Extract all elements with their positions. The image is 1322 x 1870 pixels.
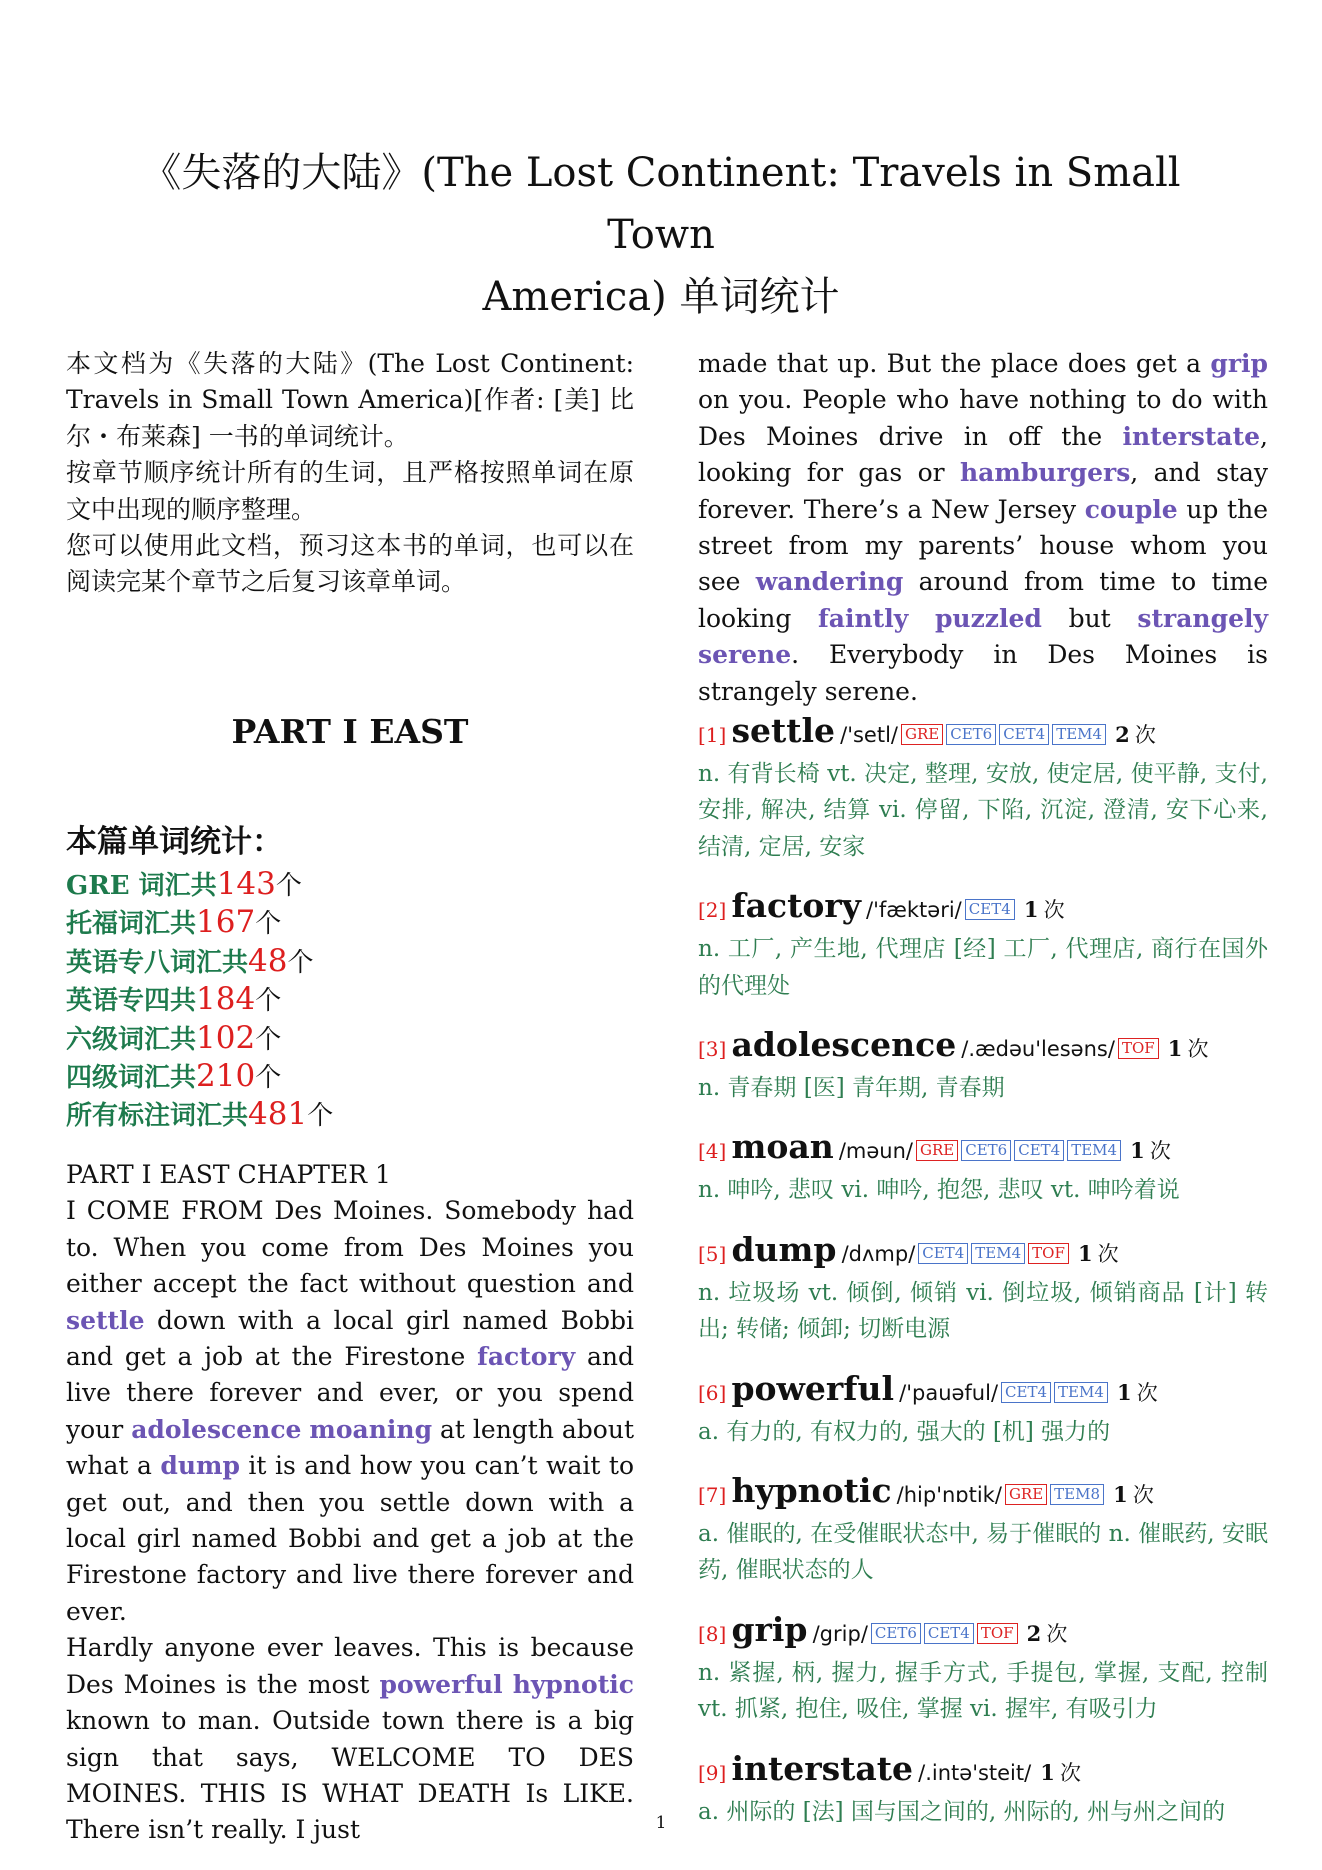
occurrence-count: 2 xyxy=(1115,722,1130,747)
stat-label: GRE 词汇共 xyxy=(66,871,217,901)
stat-unit: 个 xyxy=(275,871,302,901)
entry-header xyxy=(698,712,1268,756)
phonetic: /hip'nɒtik/ xyxy=(896,1483,1002,1508)
exam-tag: CET4 xyxy=(1014,1140,1064,1161)
occurrence-count: 1 xyxy=(1130,1138,1145,1164)
entry-header xyxy=(698,1472,1268,1516)
intro-section xyxy=(66,346,634,601)
definition: n. 有背长椅 vt. 决定, 整理, 安放, 使定居, 使平静, 支付, 安排, 解决, 结算 vi. 停留, 下陷, 沉淀, 澄清, 安下心来, 结清, 定居, 安家 xyxy=(698,761,1268,860)
stat-line xyxy=(66,981,634,1019)
keyword-link[interactable]: hypnotic xyxy=(512,1669,634,1699)
stat-count: 184 xyxy=(196,981,256,1018)
exam-tag: CET6 xyxy=(871,1623,921,1644)
entry-index: [6] xyxy=(698,1380,727,1405)
vocab-entry xyxy=(698,1370,1268,1450)
vocab-entry xyxy=(698,887,1268,1004)
entry-index: [8] xyxy=(698,1621,727,1646)
occurrence-unit: 次 xyxy=(1187,1037,1209,1062)
stat-count: 48 xyxy=(248,942,288,979)
exam-tag: CET4 xyxy=(924,1623,974,1644)
exam-tag: TEM4 xyxy=(1052,724,1106,745)
entry-header xyxy=(698,1611,1268,1655)
entry-header xyxy=(698,887,1268,931)
stat-label: 六级词汇共 xyxy=(66,1024,197,1055)
headword: powerful xyxy=(731,1368,895,1408)
keyword-link[interactable]: puzzled xyxy=(934,603,1042,633)
chapter-title: PART I EAST CHAPTER 1 xyxy=(66,1160,391,1189)
chapter-section xyxy=(66,1157,634,1849)
stat-count: 102 xyxy=(196,1019,256,1056)
definition: n. 工厂, 产生地, 代理店 [经] 工厂, 代理店, 商行在国外的代理处 xyxy=(698,936,1268,999)
occurrence-count: 1 xyxy=(1040,1759,1055,1785)
entry-header xyxy=(698,1026,1268,1070)
entry-index: [1] xyxy=(698,723,727,747)
headword: dump xyxy=(731,1229,837,1269)
intro-paragraph: 您可以使用此文档，预习这本书的单词，也可以在阅读完某个章节之后复习该章单词。 xyxy=(66,531,634,597)
stat-line xyxy=(66,943,634,981)
entry-index: [9] xyxy=(698,1760,727,1785)
occurrence-unit: 次 xyxy=(1149,1139,1171,1164)
entry-header xyxy=(698,1128,1268,1172)
keyword-link[interactable]: interstate xyxy=(1122,421,1261,451)
entry-index: [7] xyxy=(698,1483,727,1508)
headword: settle xyxy=(731,711,836,750)
exam-tag: GRE xyxy=(901,724,943,745)
exam-tag: TOF xyxy=(977,1623,1018,1644)
occurrence-unit: 次 xyxy=(1060,1760,1082,1785)
phonetic: /.ædəu'lesəns/ xyxy=(961,1037,1115,1062)
occurrence-unit: 次 xyxy=(1136,1380,1158,1405)
word-stats xyxy=(66,820,634,1135)
entry-index: [5] xyxy=(698,1241,727,1266)
exam-tag: CET4 xyxy=(965,899,1015,920)
keyword-link[interactable]: hamburgers xyxy=(960,458,1131,488)
phonetic: /dʌmp/ xyxy=(841,1241,916,1266)
exam-tag: CET6 xyxy=(961,1140,1011,1161)
exam-tag: CET4 xyxy=(1001,1382,1051,1403)
keyword-link[interactable]: moaning xyxy=(309,1414,433,1444)
title-line-1: 《失落的大陆》(The Lost Continent: Travels in Small Town xyxy=(141,150,1181,258)
chapter-paragraph-2: Hardly anyone ever leaves. This is because Des Moines is the most powerful hypnotic known to man. Outside town there is a big sign that says, WELCOME TO DES MOINES. THIS IS WHAT DEATH Is LIKE. There isn’t really. I just xyxy=(66,1633,634,1845)
occurrence-unit: 次 xyxy=(1134,723,1156,747)
stat-unit: 个 xyxy=(287,947,314,978)
stat-line xyxy=(66,1096,634,1134)
intro-paragraph: 本文档为《失落的大陆》(The Lost Continent: Travels in Small Town America)[作者: [美] 比尔・布莱森] 一书的单词统计。 xyxy=(66,349,634,451)
occurrence-unit: 次 xyxy=(1132,1483,1154,1508)
entry-header xyxy=(698,1370,1268,1414)
continued-paragraph: made that up. But the place does get a grip on you. People who have nothing to do with Des Moines drive in off the interstate, looking for gas or hamburgers, and stay forever. There’s a New Jersey couple up the street from my parents’ house whom you see wandering around from time to time looking faintly puzzled but strangely serene. Everybody in Des Moines is strangely serene. xyxy=(698,349,1269,706)
stats-list xyxy=(66,866,634,1135)
occurrence-unit: 次 xyxy=(1043,898,1065,923)
stat-count: 143 xyxy=(216,866,276,902)
exam-tag: TEM4 xyxy=(971,1243,1025,1264)
stat-unit: 个 xyxy=(255,909,282,940)
stat-unit: 个 xyxy=(255,986,282,1017)
headword: adolescence xyxy=(731,1025,957,1065)
stats-title: 本篇单词统计： xyxy=(66,824,283,860)
part-heading: PART I EAST xyxy=(231,712,469,751)
phonetic: /məun/ xyxy=(838,1139,913,1164)
vocab-entry xyxy=(698,712,1268,865)
keyword-link[interactable]: factory xyxy=(477,1342,576,1372)
phonetic: /'fæktəri/ xyxy=(866,898,962,923)
occurrence-count: 1 xyxy=(1116,1379,1132,1405)
keyword-link[interactable]: adolescence xyxy=(131,1414,302,1444)
exam-tag: TEM4 xyxy=(1054,1382,1108,1403)
entry-index: [4] xyxy=(698,1139,727,1164)
keyword-link[interactable]: settle xyxy=(66,1305,145,1335)
exam-tag: GRE xyxy=(916,1140,958,1161)
page-number: 1 xyxy=(655,1813,667,1833)
definition: n. 青春期 [医] 青年期, 青春期 xyxy=(698,1075,1005,1102)
exam-tag: CET4 xyxy=(918,1243,968,1264)
keyword-link[interactable]: couple xyxy=(1084,494,1178,524)
stat-count: 167 xyxy=(196,904,256,941)
keyword-link[interactable]: wandering xyxy=(755,567,904,597)
stat-label: 托福词汇共 xyxy=(66,909,197,940)
occurrence-count: 1 xyxy=(1023,897,1039,923)
phonetic: /'setl/ xyxy=(840,723,898,747)
stat-unit: 个 xyxy=(255,1063,282,1094)
occurrence-count: 1 xyxy=(1077,1240,1093,1266)
vocabulary-entries xyxy=(698,712,1268,1852)
occurrence-count: 2 xyxy=(1026,1620,1042,1646)
phonetic: /grip/ xyxy=(812,1621,868,1646)
vocab-entry xyxy=(698,1472,1268,1589)
title-line-2: America) 单词统计 xyxy=(482,274,840,320)
vocab-entry xyxy=(698,1026,1268,1106)
exam-tag: CET4 xyxy=(999,724,1049,745)
definition: n. 呻吟, 悲叹 vi. 呻吟, 抱怨, 悲叹 vt. 呻吟着说 xyxy=(698,1177,1180,1204)
definition: a. 有力的, 有权力的, 强大的 [机] 强力的 xyxy=(698,1418,1111,1445)
stat-label: 英语专八词汇共 xyxy=(66,947,249,978)
entry-header xyxy=(698,1231,1268,1275)
exam-tag: CET6 xyxy=(946,724,996,745)
headword: grip xyxy=(731,1609,808,1649)
stat-label: 所有标注词汇共 xyxy=(66,1101,249,1132)
stat-label: 英语专四共 xyxy=(66,986,197,1017)
stat-unit: 个 xyxy=(255,1024,282,1055)
stat-count: 481 xyxy=(248,1096,308,1133)
exam-tag: TEM8 xyxy=(1050,1484,1104,1505)
intro-paragraph: 按章节顺序统计所有的生词，且严格按照单词在原文中出现的顺序整理。 xyxy=(66,458,634,524)
keyword-link[interactable]: grip xyxy=(1210,349,1268,378)
headword: interstate xyxy=(731,1748,914,1788)
stat-line xyxy=(66,904,634,942)
chapter-paragraph-1: I COME FROM Des Moines. Somebody had to. When you come from Des Moines you either accept the fact without question and settle down with a local girl named Bobbi and get a job at the Firestone factory and live there forever and ever, or you spend your adolescence moaning at length about what a dump it is and how you can’t wait to get out, and then you settle down with a local girl named Bobbi and get a job at the Firestone factory and live there forever and ever. xyxy=(66,1196,635,1626)
stat-unit: 个 xyxy=(307,1101,334,1132)
vocab-entry xyxy=(698,1611,1268,1728)
stat-line xyxy=(66,1020,634,1058)
exam-tag: GRE xyxy=(1005,1484,1047,1505)
right-prose-section xyxy=(698,346,1268,710)
definition: a. 催眠的, 在受催眠状态中, 易于催眠的 n. 催眠药, 安眠药, 催眠状态的人 xyxy=(698,1521,1268,1584)
keyword-link[interactable]: faintly xyxy=(818,603,909,633)
phonetic: /'pauəful/ xyxy=(899,1380,999,1405)
exam-tag: TEM4 xyxy=(1067,1140,1121,1161)
stat-line xyxy=(66,866,634,904)
stat-count: 210 xyxy=(196,1058,256,1095)
headword: factory xyxy=(731,886,861,926)
phonetic: /.intə'steit/ xyxy=(918,1760,1032,1785)
definition: n. 紧握, 柄, 握力, 握手方式, 手提包, 掌握, 支配, 控制 vt. 抓紧, 抱住, 吸住, 掌握 vi. 握牢, 有吸引力 xyxy=(698,1659,1268,1723)
stat-line xyxy=(66,1058,634,1096)
entry-index: [3] xyxy=(698,1037,727,1062)
vocab-entry xyxy=(698,1231,1268,1348)
definition: n. 垃圾场 vt. 倾倒, 倾销 vi. 倒垃圾, 倾销商品 [计] 转出; 转储; 倾卸; 切断电源 xyxy=(698,1279,1268,1343)
entry-header xyxy=(698,1750,1268,1794)
occurrence-count: 1 xyxy=(1167,1036,1183,1062)
occurrence-count: 1 xyxy=(1113,1482,1128,1508)
occurrence-unit: 次 xyxy=(1097,1241,1119,1266)
vocab-entry xyxy=(698,1750,1268,1830)
keyword-link[interactable]: dump xyxy=(160,1451,240,1481)
vocab-entry xyxy=(698,1128,1268,1208)
keyword-link[interactable]: serene xyxy=(698,640,792,670)
occurrence-unit: 次 xyxy=(1046,1621,1068,1646)
keyword-link[interactable]: powerful xyxy=(379,1669,503,1699)
keyword-link[interactable]: strangely xyxy=(1137,603,1269,633)
document-title xyxy=(110,142,1212,328)
exam-tag: TOF xyxy=(1118,1038,1159,1059)
entry-index: [2] xyxy=(698,898,727,923)
headword: moan xyxy=(731,1127,834,1167)
definition: a. 州际的 [法] 国与国之间的, 州际的, 州与州之间的 xyxy=(698,1798,1226,1825)
headword: hypnotic xyxy=(731,1471,892,1511)
stat-label: 四级词汇共 xyxy=(66,1063,197,1094)
exam-tag: TOF xyxy=(1028,1243,1069,1264)
